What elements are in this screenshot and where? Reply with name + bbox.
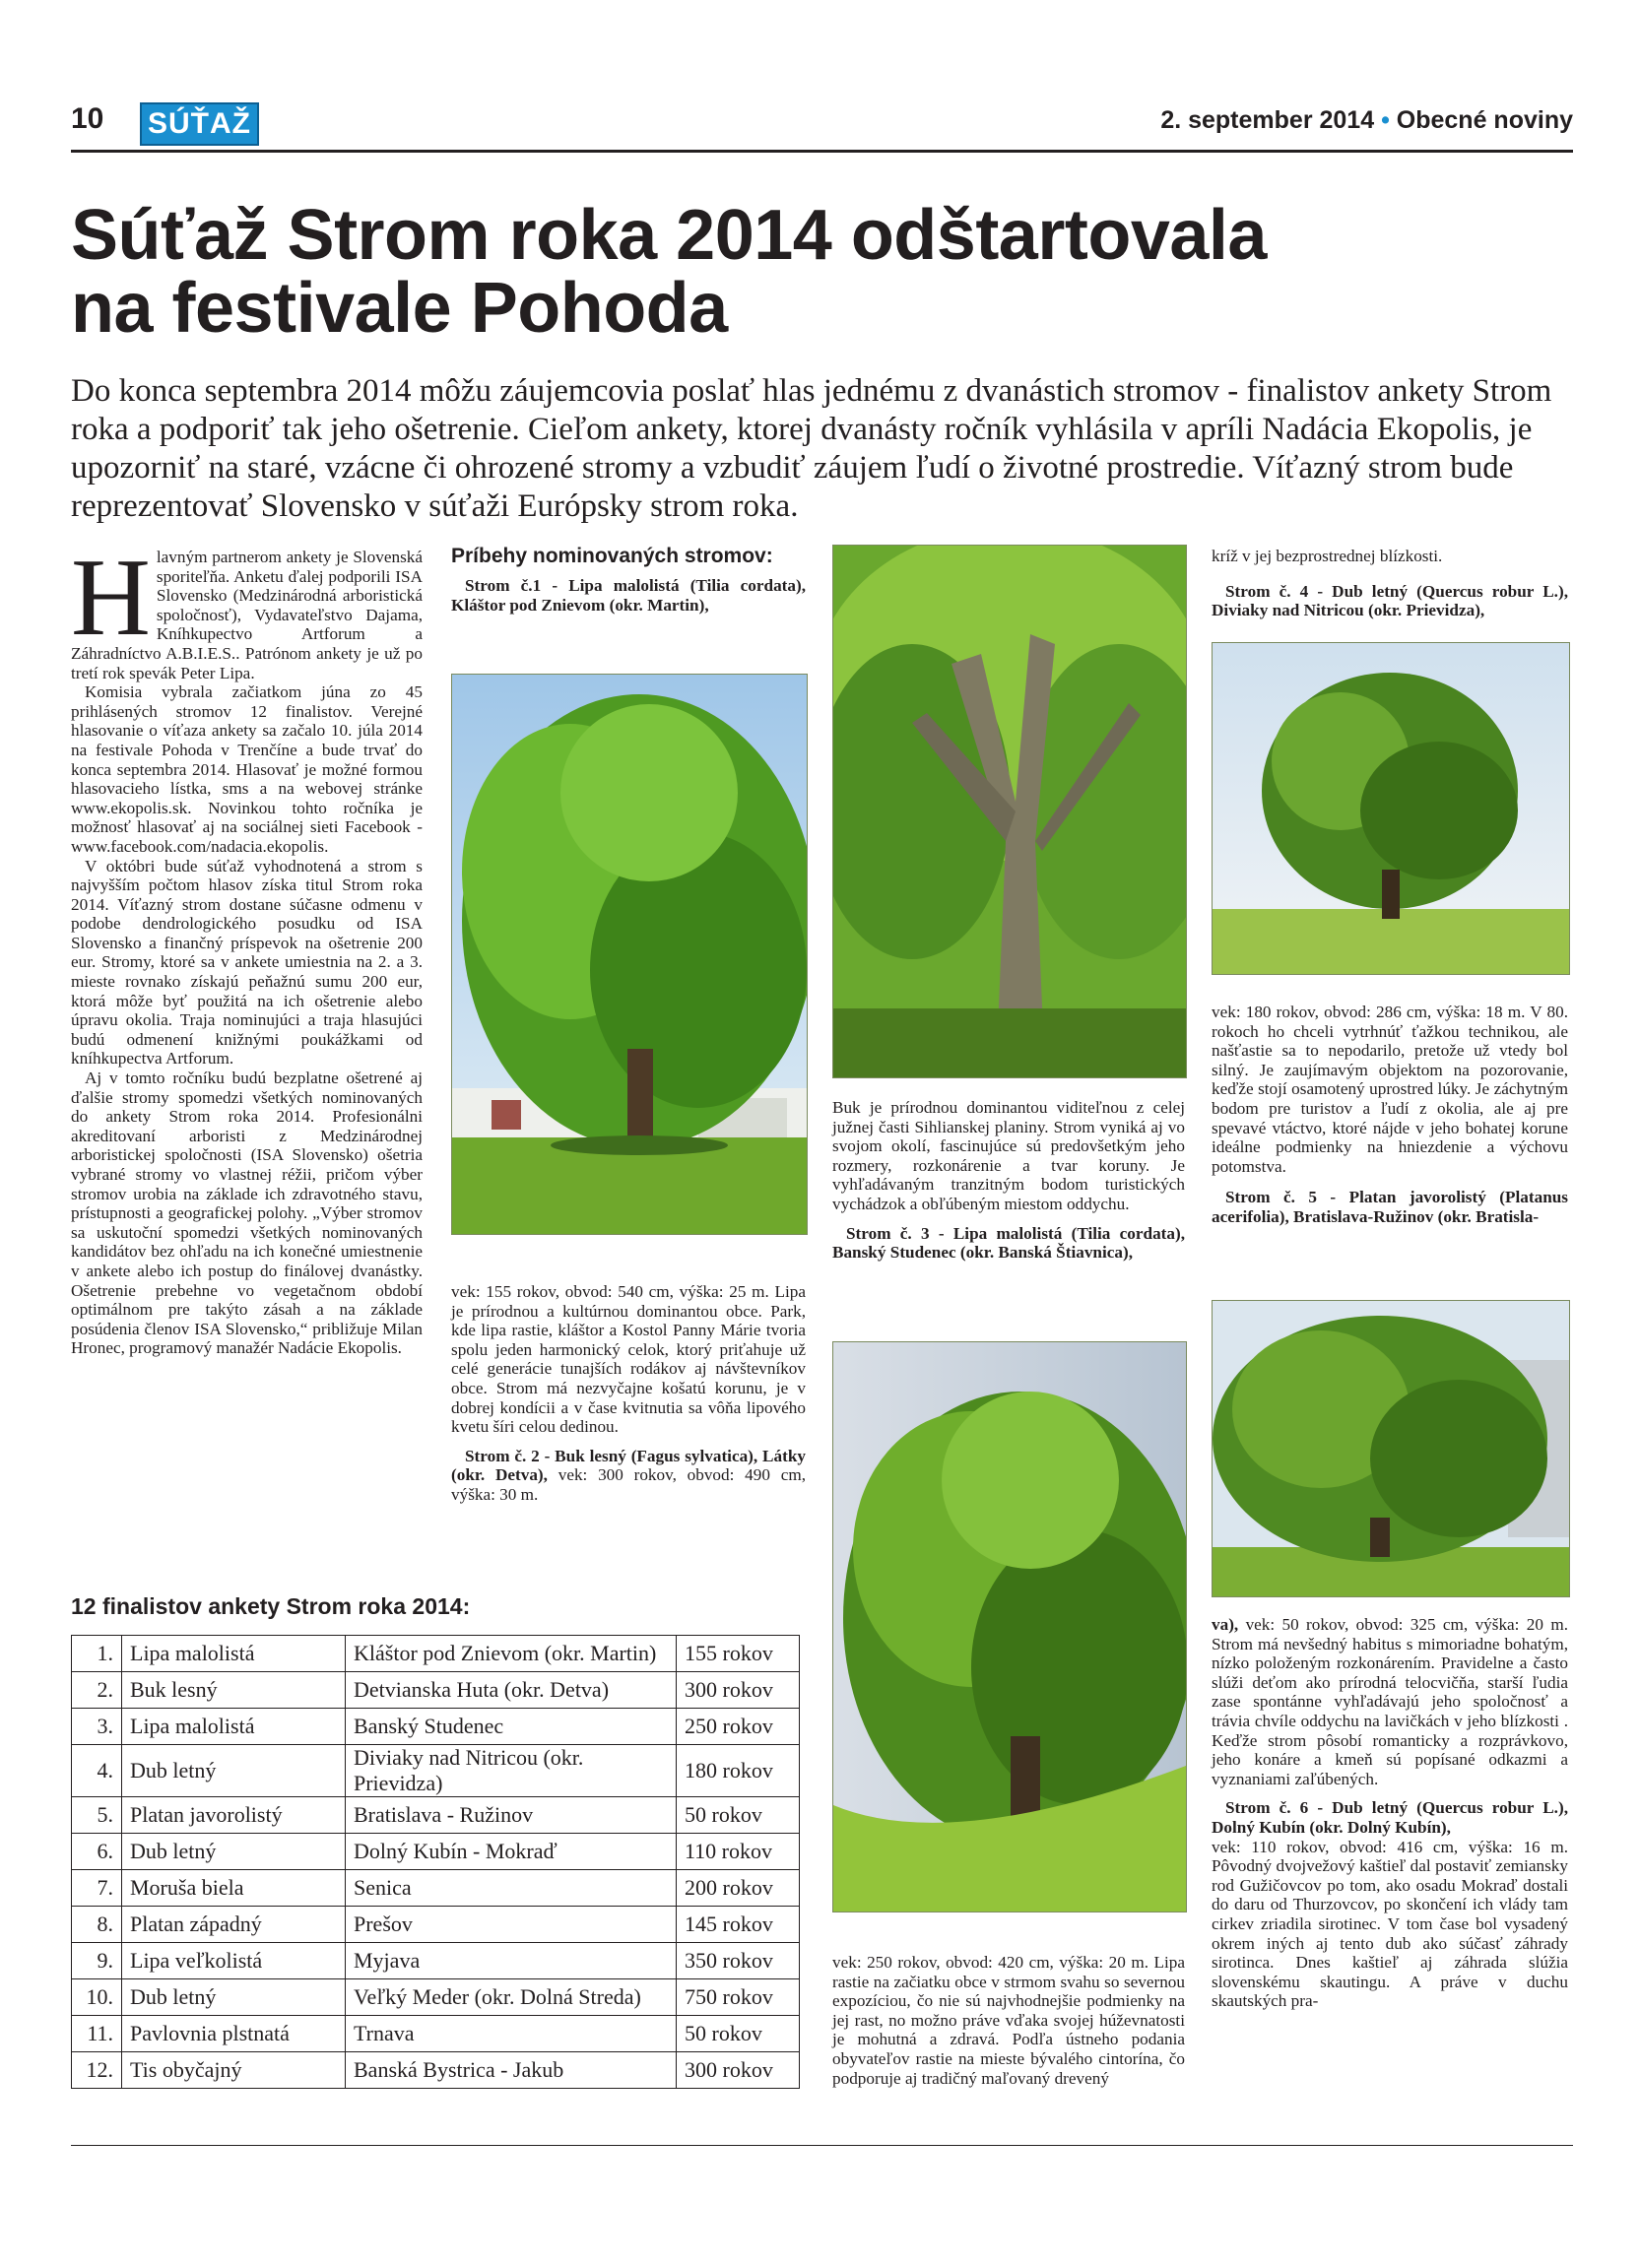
tree-species: Platan javorolistý [122,1797,346,1834]
tree-location: Senica [346,1870,677,1907]
tree-age: 50 rokov [677,2016,800,2052]
row-number: 6. [72,1834,122,1870]
tree5-image [1213,1301,1569,1596]
table-row [72,1907,800,1943]
table-row [72,2016,800,2052]
table-row [72,1870,800,1907]
tree-location: Dolný Kubín - Mokraď [346,1834,677,1870]
row-number: 5. [72,1797,122,1834]
tree-age: 155 rokov [677,1636,800,1672]
row-number: 7. [72,1870,122,1907]
row-number: 10. [72,1979,122,2016]
row-number: 2. [72,1672,122,1709]
tree-location: Detvianska Huta (okr. Detva) [346,1672,677,1709]
tree-age: 250 rokov [677,1709,800,1745]
tree-species: Pavlovnia plstnatá [122,2016,346,2052]
table-row [72,1943,800,1979]
tree-age: 145 rokov [677,1907,800,1943]
col1-paragraph-4: Aj v tomto ročníku budú bezplatne ošetrené aj ďalšie stromy spomedzi všetkých nominovaných do ankety Strom roka 2014. Profesionálni akreditovaní arboristi z Medzinárodnej arboristickej spoločnosti (ISA Slovensko) ošetria vybrané stromy vo vlastnej réžii, pričom výber stromov urobia na základe ich zdravotného stavu, prístupnosti a geografickej polohy. „Výber stromov sa uskutoční spomedzi všetkých nominovaných kandidátov bez ohľadu na ich konečné umiestnenie v ankete alebo ich postup do finálovej dvanástky. Ošetrenie prebehne vo vegetačnom období optimálnom pre takýto zásah a na základe posúdenia členov ISA Slovensko,“ približuje Milan Hronec, programový manažér Nadácie Ekopolis. [71,1069,423,1358]
page-number: 10 [71,102,104,135]
tree4-image [1213,643,1569,974]
tree5-text-block [1212,1615,1568,2011]
tree6-heading: Strom č. 6 - Dub letný (Quercus robur L.), Dolný Kubín (okr. Dolný Kubín), [1212,1798,1568,1837]
col1-paragraph-2: Komisia vybrala začiatkom júna zo 45 prihlásených stromov 12 finalistov. Verejné hlasovanie o víťaza ankety sa začalo 10. júla 2014 na festivale Pohoda v Trenčíne a bude trvať do konca septembra 2014. Hlasovať je možné formou hlasovacieho lístka, sms a na webovej stránke www.ekopolis.sk. Novinkou tohto ročníka je možnosť hlasovať aj na sociálnej sieti Facebook - www.facebook.com/nadacia.ekopolis. [71,682,423,856]
tree5-heading: Strom č. 5 - Platan javorolistý (Platanus acerifolia), Bratislava-Ružinov (okr. Bratisla- [1212,1188,1568,1226]
tree6-description: vek: 110 rokov, obvod: 416 cm, výška: 16 m. Pôvodný dvojvežový kaštieľ dal postaviť zemiansky rod Gužičovcov po tom, ako osadu Mokraď dostali do daru od Thurzovcov, po skončení ich vlády tam cirkev zriadila sirotinec. V tom čase bol vysadený okrem iných aj tento dub ako súčasť záhrady sirotinca. Dnes kaštieľ aj záhrada slúžia slovenskému skautingu. A práve v duchu skautských pra- [1212,1837,1568,2011]
tree-species: Tis obyčajný [122,2052,346,2089]
tree-age: 110 rokov [677,1834,800,1870]
tree-age: 750 rokov [677,1979,800,2016]
finalists-table [71,1635,800,2089]
col1-paragraph-1: lavným partnerom ankety je Slovenská sporiteľňa. Anketu ďalej podporili ISA Slovensko (Medzinárodná arboristická spoločnosť), Vydavateľstvo Dajama, Kníhkupectvo Artforum a Záhradníctvo A.B.I.E.S.. Patrónom ankety je už po tretí rok spevák Peter Lipa. [71,548,423,682]
tree-location: Banský Studenec [346,1709,677,1745]
tree3-continued: kríž v jej bezprostrednej blízkosti. [1212,547,1443,565]
table-row [72,1834,800,1870]
tree-species: Platan západný [122,1907,346,1943]
tree-location: Banská Bystrica - Jakub [346,2052,677,2089]
tree4-heading: Strom č. 4 - Dub letný (Quercus robur L.), Diviaky nad Nitricou (okr. Prievidza), [1212,581,1568,620]
table-row [72,1636,800,1672]
article-column-2 [451,545,806,615]
table-row [72,1797,800,1834]
tree4-description: vek: 180 rokov, obvod: 286 cm, výška: 18 m. V 80. rokoch ho chceli vytrhnúť ťažkou technikou, ale našťastie sa to nepodarilo, pretože už vtedy bol silný. Je zaujímavým objektom na pozorovanie, keďže stojí osamotený uprostred lúky. Je záchytným bodom pre turistov a ľudí z okolia, ale aj pre spevavé vtáctvo, ktoré nájde v jeho bohatej korune ideálne podmienky na hniezdenie a výchovu potomstva. [1212,1003,1568,1176]
tree-species: Buk lesný [122,1672,346,1709]
tree-location: Trnava [346,2016,677,2052]
row-number: 8. [72,1907,122,1943]
row-number: 9. [72,1943,122,1979]
tree-location: Diviaky nad Nitricou (okr. Prievidza) [346,1745,677,1797]
drop-cap: H [71,537,151,659]
tree2-heading: Strom č. 2 - Buk lesný (Fagus sylvatica), Látky (okr. Detva), [451,1446,806,1485]
tree2-continued: Buk je prírodnou dominantou viditeľnou z celej južnej časti Sihlianskej planiny. Strom vyniká aj vo svojom okolí, fascinujúce sú predovšetkým jeho rozmery, rozkonárenie a tvar koruny. Je vyhľadávaným tranzitným bodom turistických vychádzok a obľúbeným miestom oddychu. [832,1098,1185,1213]
row-number: 11. [72,2016,122,2052]
tree-age: 300 rokov [677,2052,800,2089]
tree1-image [452,675,807,1234]
finalists-table-title: 12 finalistov ankety Strom roka 2014: [71,1593,471,1619]
tree3-photo [832,1341,1187,1912]
newspaper-name: Obecné noviny [1396,106,1573,134]
tree-location: Bratislava - Ružinov [346,1797,677,1834]
tree1-text-block [451,1282,806,1505]
row-number: 12. [72,2052,122,2089]
tree-species: Lipa malolistá [122,1709,346,1745]
row-number: 3. [72,1709,122,1745]
table-row [72,1745,800,1797]
tree-location: Kláštor pod Znievom (okr. Martin) [346,1636,677,1672]
tree-species: Lipa veľkolistá [122,1943,346,1979]
tree5-description: vek: 50 rokov, obvod: 325 cm, výška: 20 m. Strom má nevšedný habitus s mimoriadne bohatým, nízko položeným rozkonárením. Pravidelne a často slúži deťom ako prírodná telocvičňa, starší ľudia zase spontánne vyhľadávajú jeho spoločnosť a trávia chvíle oddychu na lavičkách v jeho blízkosti . Keďže strom pôsobí romanticky a rozprávkovo, jeho konáre a kmeň sú popísané odkazmi a vyznaniami zaľúbených. [1212,1615,1568,1788]
tree1-photo [451,674,808,1235]
table-row [72,2052,800,2089]
tree5-photo [1212,1300,1570,1597]
tree2-description: vek: 300 rokov, obvod: 490 cm, výška: 30 m. [451,1465,806,1504]
tree-age: 50 rokov [677,1797,800,1834]
tree3-description: vek: 250 rokov, obvod: 420 cm, výška: 20 m. Lipa rastie na začiatku obce v strmom svahu so severnou expozíciou, čo nie sú najvhodnejšie podmienky na jej rast, no možno práve vďaka svojej húževnatosti je mohutná a zdravá. Podľa ústneho podania obyvateľov rastie na mieste bývalého cintorína, čo podporuje aj tradičný maľovaný drevený [832,1953,1185,2088]
table-row [72,1979,800,2016]
tree-age: 180 rokov [677,1745,800,1797]
tree3-heading: Strom č. 3 - Lipa malolistá (Tilia cordata), Banský Studenec (okr. Banská Štiavnica), [832,1223,1185,1263]
tree1-heading: Strom č.1 - Lipa malolistá (Tilia cordata), Kláštor pod Znievom (okr. Martin), [451,576,806,615]
tree4-text-block [1212,1003,1568,1227]
tree-age: 300 rokov [677,1672,800,1709]
article-column-1 [71,537,423,1358]
tree2-image [833,546,1186,1077]
tree3-image [833,1342,1186,1912]
tree-species: Dub letný [122,1979,346,2016]
row-number: 4. [72,1745,122,1797]
tree-species: Dub letný [122,1745,346,1797]
tree-age: 350 rokov [677,1943,800,1979]
article-title [71,196,1568,348]
page-footer-rule [71,2145,1573,2146]
issue-dateline [1160,106,1573,135]
tree-species: Moruša biela [122,1870,346,1907]
bullet-separator: • [1381,106,1390,134]
article-column-3 [832,1098,1185,1263]
table-row [72,1709,800,1745]
tree-age: 200 rokov [677,1870,800,1907]
row-number: 1. [72,1636,122,1672]
tree2-photo [832,545,1187,1078]
tree1-description: vek: 155 rokov, obvod: 540 cm, výška: 25 m. Lipa je prírodnou a kultúrnou dominantou obce. Park, kde lipa rastie, kláštor a Kostol Panny Márie tvoria spolu jeden harmonický celok, ktorý priťahuje už celé generácie tunajších rodákov aj návštevníkov obce. Strom má nezvyčajne košatú korunu, je v dobrej kondícii a v čase kvitnutia sa vôňa lipového kvetu šíri celou dedinou. [451,1282,806,1437]
stories-subheading: Príbehy nominovaných stromov: [451,545,773,567]
tree3-text-block [832,1953,1185,2088]
article-title-line-1: Súťaž Strom roka 2014 odštartovala [71,196,1267,275]
tree-location: Prešov [346,1907,677,1943]
tree-species: Lipa malolistá [122,1636,346,1672]
article-column-4 [1212,547,1568,620]
tree4-photo [1212,642,1570,975]
tree-location: Myjava [346,1943,677,1979]
tree-location: Veľký Meder (okr. Dolná Streda) [346,1979,677,2016]
section-label: SÚŤAŽ [140,102,259,146]
tree5-heading-end: va), [1212,1615,1239,1634]
article-title-line-2: na festivale Pohoda [71,269,728,348]
issue-date: 2. september 2014 [1160,106,1375,134]
tree-species: Dub letný [122,1834,346,1870]
table-row [72,1672,800,1709]
col1-paragraph-3: V októbri bude súťaž vyhodnotená a strom s najvyšším počtom hlasov získa titul Strom roka 2014. Víťazný strom dostane súčasne odmenu v podobe dendrologického posudku od ISA Slovensko a finančný príspevok na ošetrenie 200 eur. Stromy, ktoré sa v ankete umiestnia na 2. a 3. mieste rovnako získajú peňažnú sumu 200 eur, ktorá môže byť použitá na ich ošetrenie alebo úpravu okolia. Traja nominujúci a traja hlasujúci budú odmenení knižnými poukážkami od kníhkupectva Artforum. [71,856,423,1069]
article-lead: Do konca septembra 2014 môžu záujemcovia poslať hlas jednému z dvanástich stromov - finalistov ankety Strom roka a podporiť tak jeho ošetrenie. Cieľom ankety, ktorej dvanásty ročník vyhlásila v apríli Nadácia Ekopolis, je upozorniť na staré, vzácne či ohrozené stromy a vzbudiť záujem ľudí o životné prostredie. Víťazný strom bude reprezentovať Slovensko v súťaži Európsky strom roka. [71,373,1552,524]
